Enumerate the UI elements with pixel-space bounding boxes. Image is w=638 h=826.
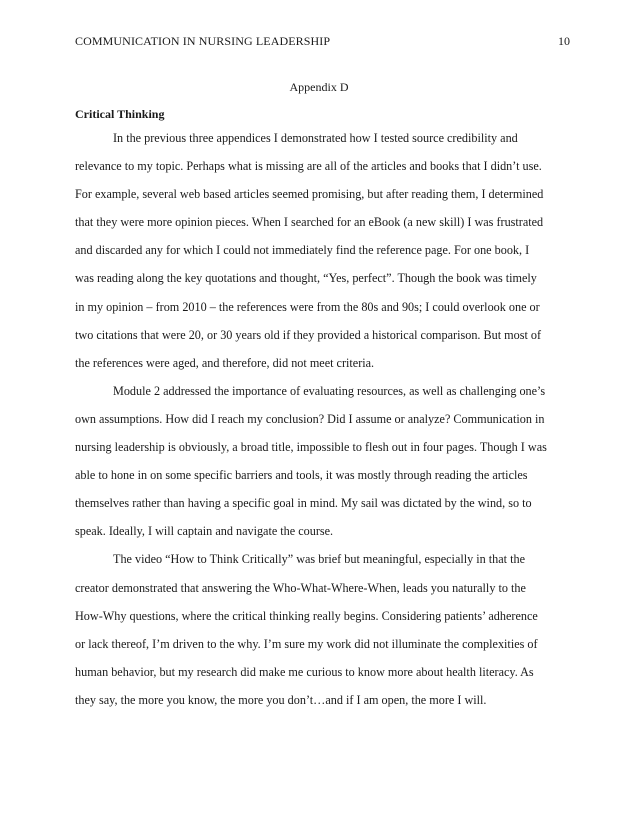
paragraph-2-line: Module 2 addressed the importance of evaluating resources, as well as challenging one’s: [113, 383, 546, 398]
running-head: COMMUNICATION IN NURSING LEADERSHIP: [75, 34, 331, 48]
paragraph-3-line: they say, the more you know, the more you don’t…and if I am open, the more I will.: [75, 692, 487, 707]
paragraph-1-line: in my opinion – from 2010 – the references were from the 80s and 90s; I could overlook one or: [75, 299, 540, 314]
paragraph-2-line: speak. Ideally, I will captain and navigate the course.: [75, 524, 334, 539]
paragraph-1-line: that they were more opinion pieces. When I searched for an eBook (a new skill) I was frustrated: [75, 215, 544, 230]
paragraph-3-line: How-Why questions, where the critical thinking really begins. Considering patients’ adherence: [75, 608, 538, 623]
page-number: 10: [558, 34, 570, 48]
paragraph-3-line: creator demonstrated that answering the Who-What-Where-When, leads you naturally to the: [75, 580, 526, 595]
paragraph-1-line: For example, several web based articles seemed promising, but after reading them, I determined: [75, 187, 544, 202]
paragraph-1-line: In the previous three appendices I demonstrated how I tested source credibility and: [113, 131, 518, 145]
paragraph-2-line: own assumptions. How did I reach my conclusion? Did I assume or analyze? Communication in: [75, 411, 545, 426]
paragraph-3-line: human behavior, but my research did make me curious to know more about health literacy. As: [75, 664, 534, 679]
paragraph-2-line: nursing leadership is obviously, a broad title, impossible to flesh out in four pages. Though I was: [75, 440, 547, 455]
paragraph-3-line: The video “How to Think Critically” was brief but meaningful, especially in that the: [113, 552, 526, 567]
body-text: [75, 124, 575, 714]
paragraph-1-line: the references were aged, and therefore, did not meet criteria.: [75, 355, 375, 370]
paragraph-2-line: able to hone in on some specific barriers and tools, it was mostly through reading the articles: [75, 468, 528, 483]
paragraph-1-line: was reading along the key quotations and thought, “Yes, perfect”. Though the book was timely: [75, 271, 537, 286]
paragraph-2-line: themselves rather than having a specific goal in mind. My sail was dictated by the wind, so to: [75, 496, 532, 511]
paragraph-1-line: two citations that were 20, or 30 years old if they provided a historical comparison. But most of: [75, 327, 542, 342]
appendix-title: Appendix D: [289, 80, 349, 94]
paragraph-1-line: and discarded any for which I could not immediately find the reference page. For one book, I: [75, 243, 530, 258]
section-heading: Critical Thinking: [75, 107, 165, 121]
paragraph-1-line: relevance to my topic. Perhaps what is missing are all of the articles and books that I didn’t use.: [75, 159, 542, 174]
paragraph-3-line: or lack thereof, I’m driven to the why. I’m sure my work did not illuminate the complexities of: [75, 636, 538, 651]
